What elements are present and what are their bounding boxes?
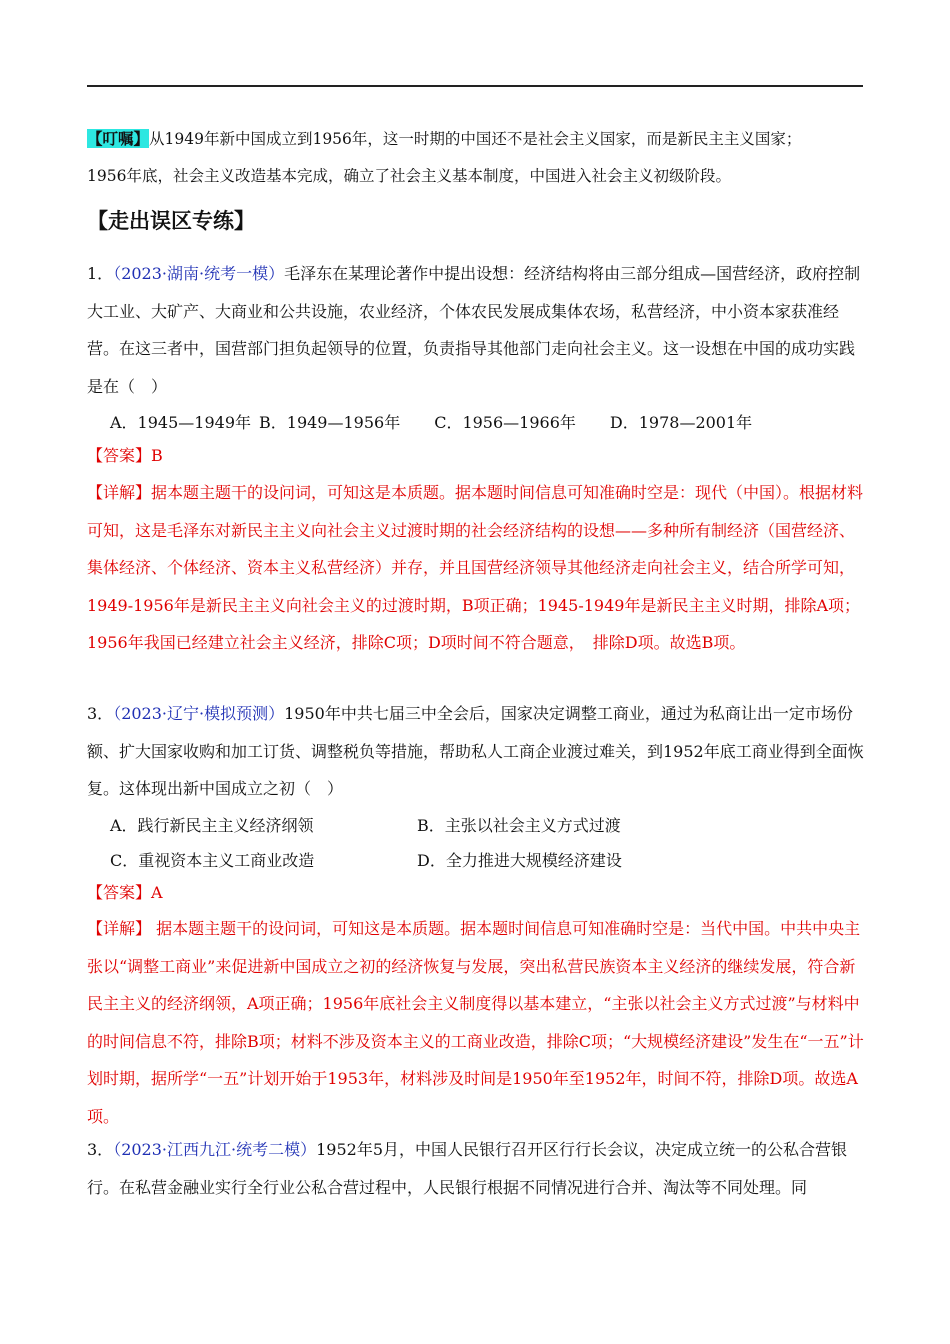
detail-label: 【详解】 bbox=[87, 483, 152, 502]
question-number: 3． bbox=[87, 1140, 114, 1159]
answer-value: A bbox=[151, 883, 163, 902]
question-number: 1． bbox=[87, 264, 114, 283]
option-a: A．践行新民主主义经济纲领 bbox=[110, 816, 314, 835]
option-b: B．主张以社会主义方式过渡 bbox=[417, 816, 621, 835]
question-1-options bbox=[110, 410, 776, 433]
tip-tag: 【叮嘱】 bbox=[87, 129, 150, 148]
option-c: C．1956—1966年 bbox=[434, 413, 576, 432]
tip-line-1: 从1949年新中国成立到1956年，这一时期的中国还不是社会主义国家，而是新民主主义国家； bbox=[149, 130, 802, 148]
option-c: C．重视资本主义工商业改造 bbox=[110, 851, 315, 870]
question-text: 1950年中共七届三中全会后，国家决定调整工商业，通过为私商让出一定市场份额、扩大国家收购和加工订货、调整税负等措施，帮助私人工商企业渡过难关，到1952年底工商业得到全面恢复。这体现出新中国成立之初（ ） bbox=[87, 704, 864, 798]
tip-paragraph bbox=[87, 120, 865, 195]
option-a: A．1945—1949年 bbox=[110, 413, 251, 432]
question-1-answer bbox=[87, 437, 865, 475]
detail-text: 据本题主题干的设问词，可知这是本质题。据本题时间信息可知准确时空是：现代（中国）。根据材料可知，这是毛泽东对新民主主义向社会主义过渡时期的社会经济结构的设想——多种所有制经济（国营经济、集体经济、个体经济、资本主义私营经济）并存，并且国营经济领导其他经济走向社会主义，结合所学可知，1949-1956年是新民主主义向社会主义的过渡时期，B项正确；1945-1949年是新民主主义时期，排除A项；1956年我国已经建立社会主义经济，排除C项；D项时间不符合题意， 排除D项。故选B项。 bbox=[87, 483, 864, 652]
question-source: （2023·江西九江·统考二模） bbox=[113, 1140, 317, 1159]
question-1-detail bbox=[87, 474, 865, 662]
header-divider bbox=[87, 85, 863, 87]
option-d: D．全力推进大规模经济建设 bbox=[417, 851, 622, 870]
question-2-answer bbox=[87, 874, 865, 912]
question-number: 3． bbox=[87, 704, 114, 723]
answer-label: 【答案】 bbox=[87, 446, 152, 465]
answer-value: B bbox=[151, 446, 163, 465]
question-source: （2023·辽宁·模拟预测） bbox=[113, 704, 285, 723]
question-2-detail bbox=[87, 910, 865, 1135]
question-text: 毛泽东在某理论著作中提出设想：经济结构将由三部分组成—国营经济，政府控制大工业、大矿产、大商业和公共设施，农业经济，个体农民发展成集体农场，私营经济，中小资本家获准经营。在这三者中，国营部门担负起领导的位置，负责指导其他部门走向社会主义。这一设想在中国的成功实践是在（ ） bbox=[87, 264, 861, 396]
question-text: 1952年5月，中国人民银行召开区行行长会议，决定成立统一的公私合营银行。在私营金融业实行全行业公私合营过程中，人民银行根据不同情况进行合并、淘汰等不同处理。同 bbox=[87, 1140, 847, 1197]
question-2-stem bbox=[87, 695, 865, 808]
detail-label: 【详解】 bbox=[87, 919, 152, 938]
section-title: 【走出误区专练】 bbox=[87, 209, 255, 233]
tip-line-2: 1956年底，社会主义改造基本完成，确立了社会主义基本制度，中国进入社会主义初级阶段。 bbox=[87, 167, 731, 185]
question-1-stem bbox=[87, 255, 865, 405]
detail-text: 据本题主题干的设问词，可知这是本质题。据本题时间信息可知准确时空是：当代中国。中共中央主张以“调整工商业”来促进新中国成立之初的经济恢复与发展，突出私营民族资本主义经济的继续发展，符合新民主主义的经济纲领，A项正确；1956年底社会主义制度得以基本建立，“主张以社会主义方式过渡”与材料中的时间信息不符，排除B项；材料不涉及资本主义的工商业改造，排除C项；“大规模经济建设”发生在“一五”计划时期，据所学“一五”计划开始于1953年，材料涉及时间是1950年至1952年，时间不符，排除D项。故选A项。 bbox=[87, 919, 864, 1126]
question-3-stem bbox=[87, 1131, 865, 1206]
option-b: B．1949—1956年 bbox=[259, 413, 401, 432]
answer-label: 【答案】 bbox=[87, 883, 152, 902]
question-source: （2023·湖南·统考一模） bbox=[113, 264, 285, 283]
option-d: D．1978—2001年 bbox=[609, 413, 753, 432]
